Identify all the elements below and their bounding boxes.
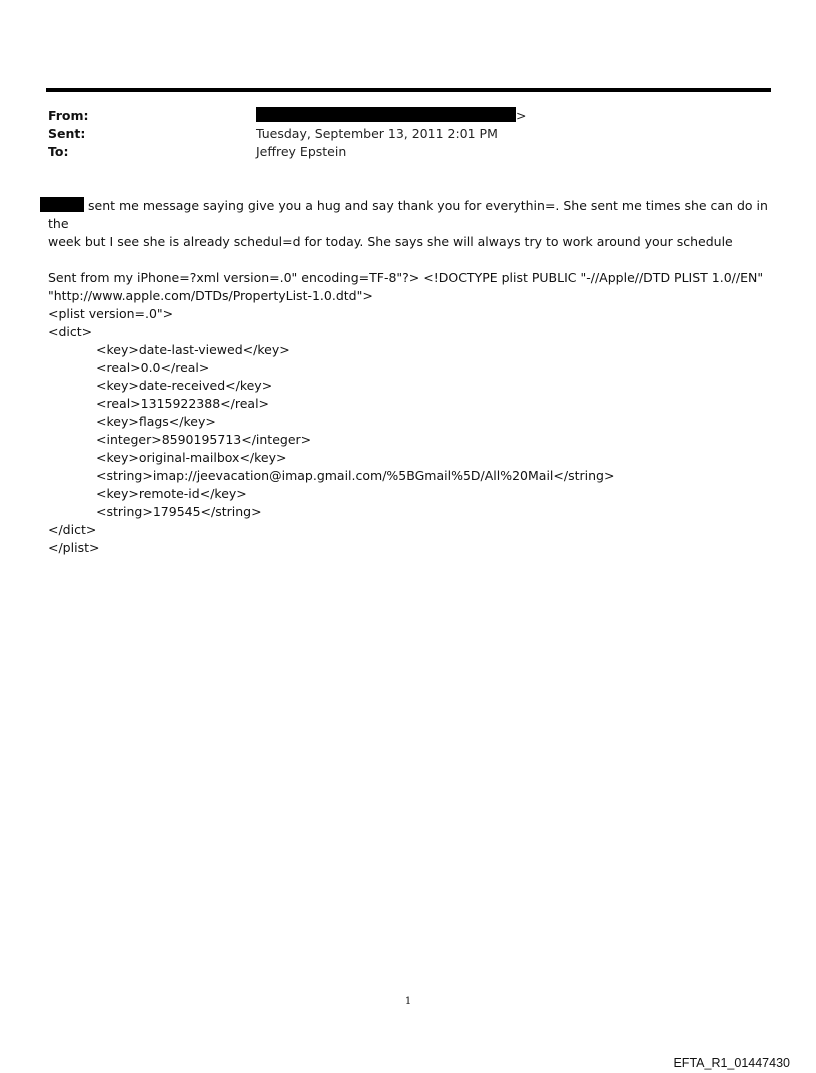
dict-open: <dict>	[48, 324, 93, 339]
from-suffix: >	[516, 108, 527, 123]
sent-label: Sent:	[48, 126, 86, 141]
dict-line: <key>remote-id</key>	[96, 486, 247, 501]
dict-line: <string>imap://jeevacation@imap.gmail.com/%5BGmail%5D/All%20Mail</string>	[96, 468, 615, 483]
from-row	[48, 107, 748, 125]
dict-line: <key>date-last-viewed</key>	[96, 342, 290, 357]
message-body	[48, 197, 773, 557]
signature-line: "http://www.apple.com/DTDs/PropertyList-1.0.dtd">	[48, 288, 373, 303]
page-number: 1	[404, 996, 412, 1007]
redaction-block	[256, 107, 516, 122]
signature-line: Sent from my iPhone=?xml version=.0" encoding=TF-8"?> <!DOCTYPE plist PUBLIC "-//Apple//DTD PLIST 1.0//EN"	[48, 270, 764, 285]
dict-close: </dict>	[48, 522, 97, 537]
plist-open: <plist version=.0">	[48, 306, 174, 321]
dict-line: <key>flags</key>	[96, 414, 216, 429]
message-line: week but I see she is already schedul=d for today. She says she will always try to work around your schedule	[48, 234, 733, 249]
sent-value: Tuesday, September 13, 2011 2:01 PM	[256, 126, 498, 141]
email-header	[48, 107, 748, 161]
plist-close: </plist>	[48, 540, 100, 555]
sent-row	[48, 125, 748, 143]
from-value	[256, 107, 526, 125]
to-label: To:	[48, 144, 69, 159]
from-label: From:	[48, 108, 89, 123]
header-rule	[46, 88, 771, 92]
message-line: sent me message saying give you a hug and say thank you for everythin=. She sent me times she can do in the	[48, 197, 773, 233]
to-value: Jeffrey Epstein	[256, 144, 347, 159]
to-row	[48, 143, 748, 161]
dict-line: <string>179545</string>	[96, 504, 262, 519]
dict-line: <key>date-received</key>	[96, 378, 273, 393]
dict-line: <real>1315922388</real>	[96, 396, 270, 411]
redaction-block	[40, 197, 84, 212]
dict-line: <key>original-mailbox</key>	[96, 450, 287, 465]
dict-line: <integer>8590195713</integer>	[96, 432, 312, 447]
dict-line: <real>0.0</real>	[96, 360, 210, 375]
bates-number: EFTA_R1_01447430	[673, 1056, 790, 1070]
